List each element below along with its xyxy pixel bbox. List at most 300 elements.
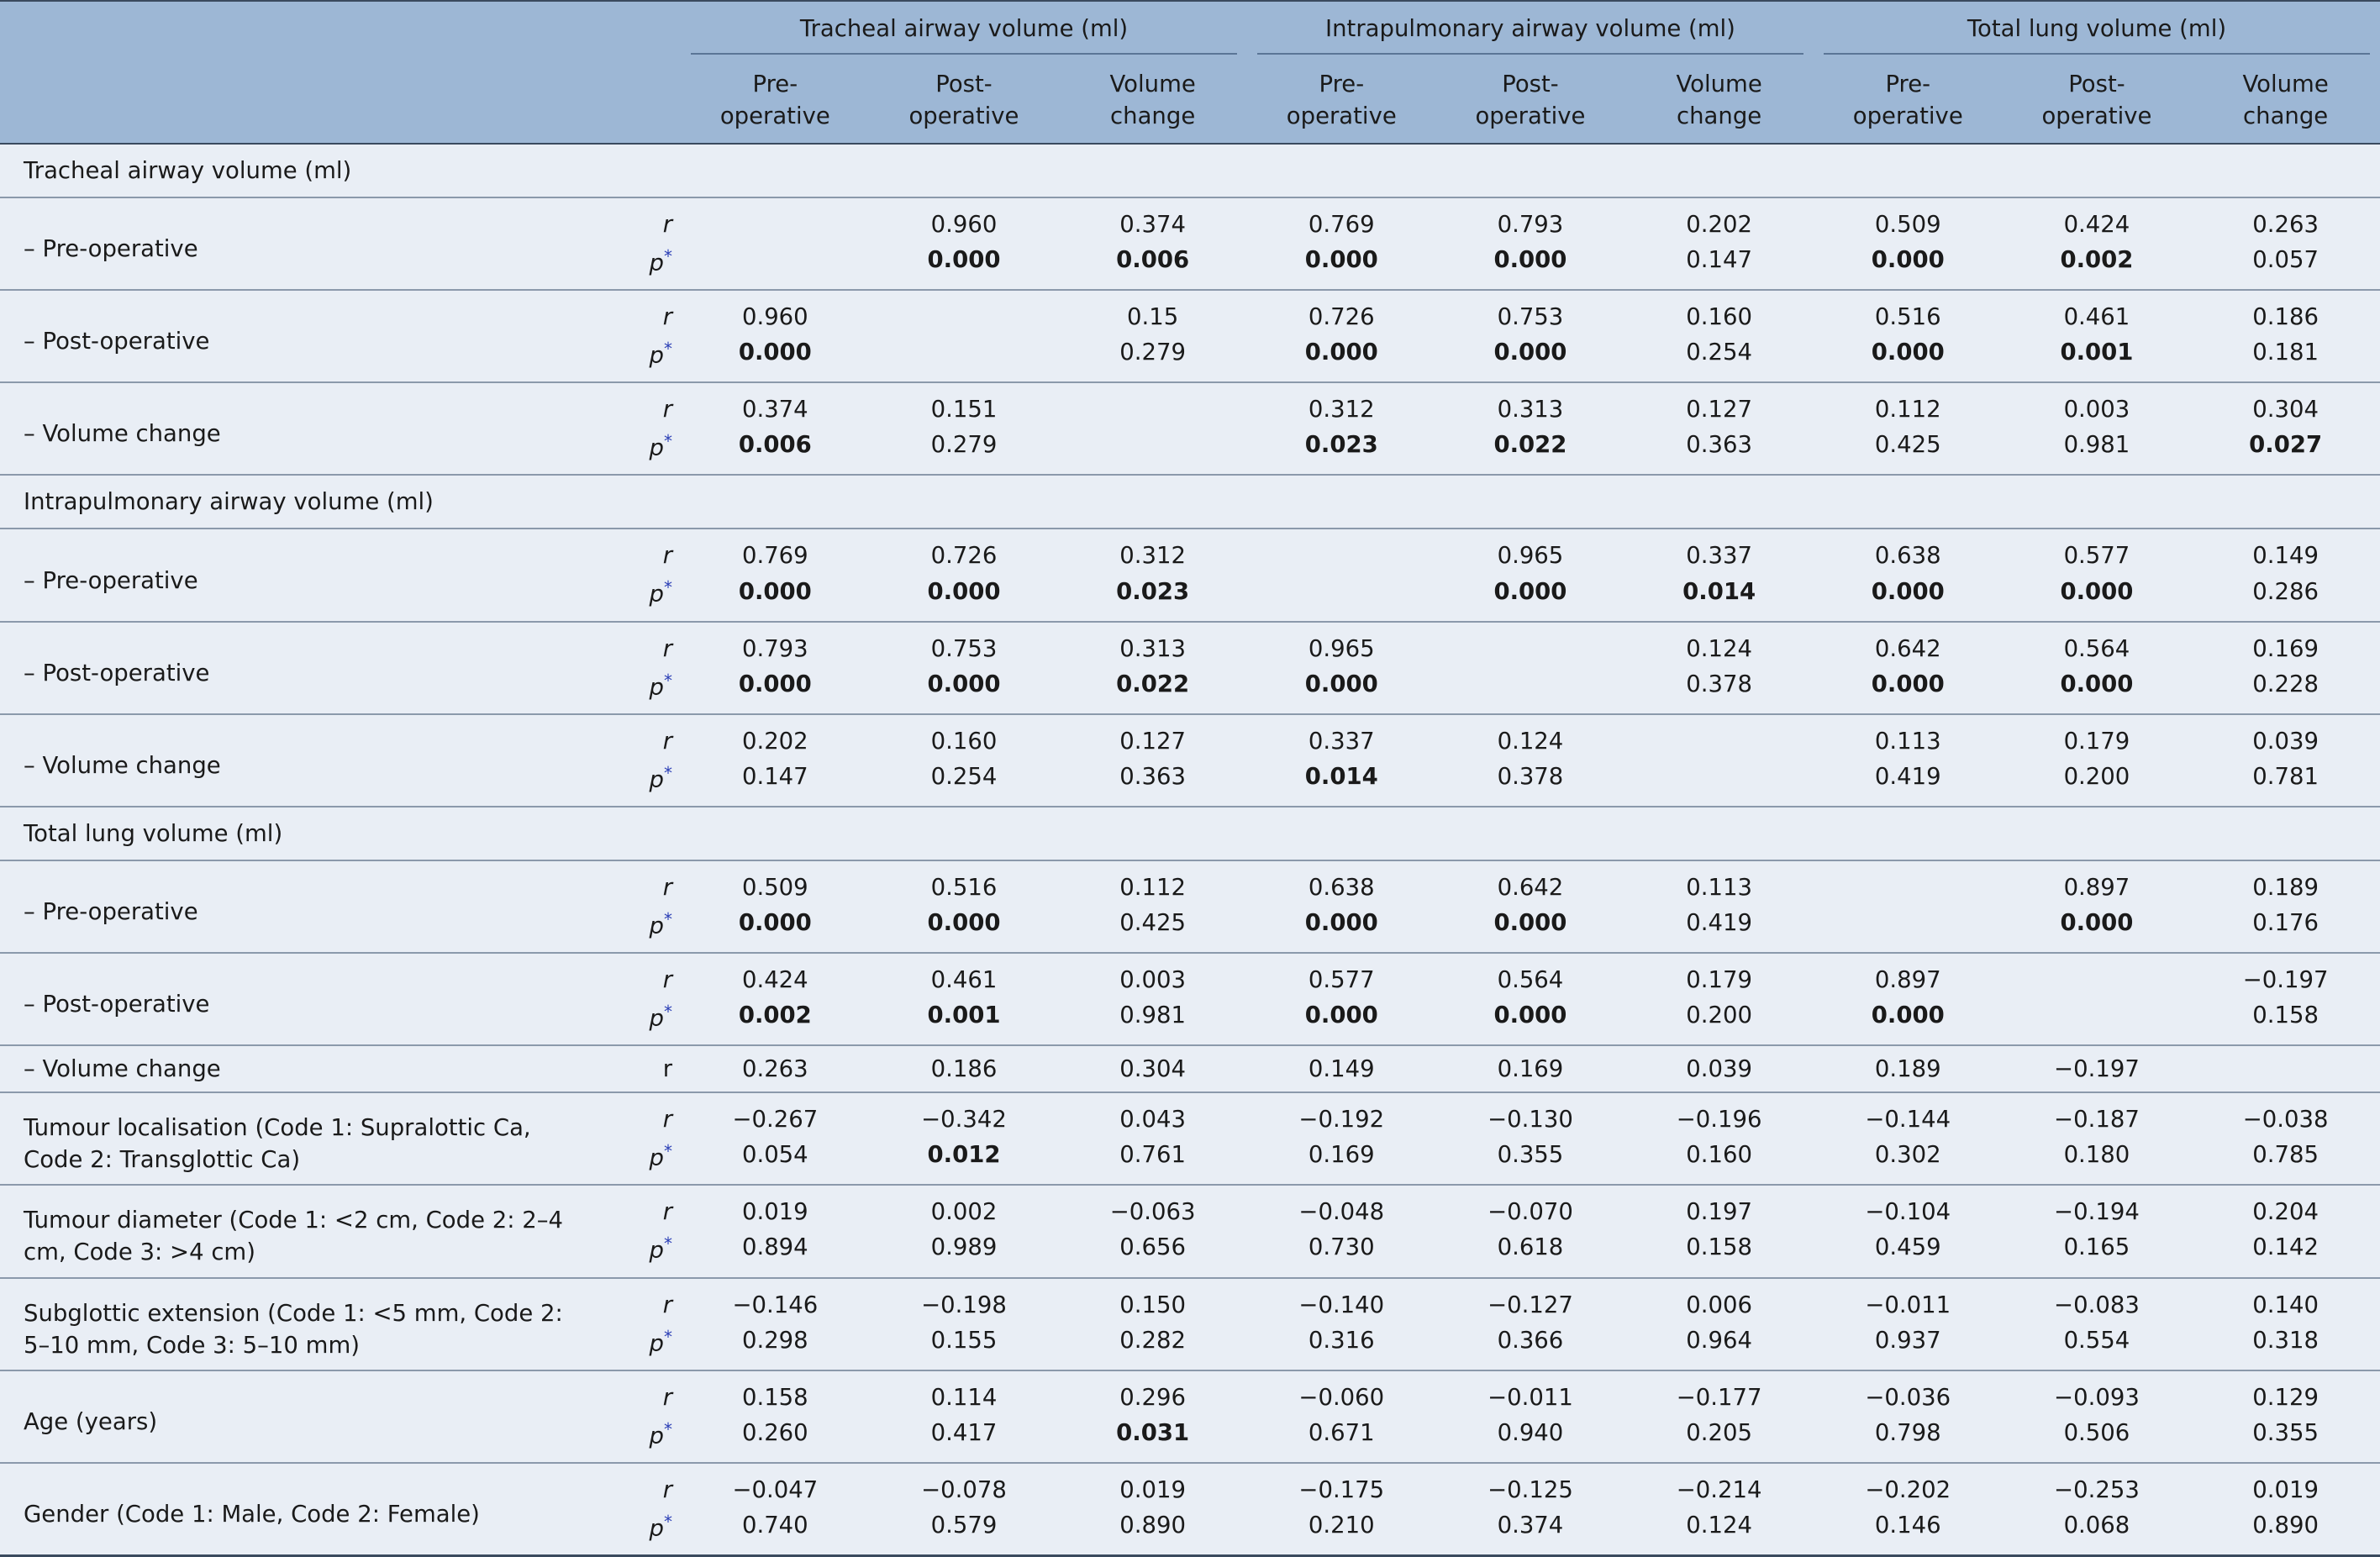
p-value: 0.894 bbox=[681, 1228, 870, 1277]
stat-r: r bbox=[662, 1383, 672, 1411]
p-value: 0.618 bbox=[1436, 1228, 1625, 1277]
p-value: 0.000 bbox=[681, 903, 870, 953]
p-value: 0.155 bbox=[870, 1321, 1059, 1370]
p-value: 0.671 bbox=[1247, 1413, 1436, 1463]
stat-r: r bbox=[662, 1475, 672, 1503]
r-value: 0.424 bbox=[2063, 211, 2130, 238]
p-value: 0.169 bbox=[1247, 1135, 1436, 1185]
r-value bbox=[1624, 714, 1814, 757]
r-value: 0.304 bbox=[2252, 396, 2319, 423]
p-value: 0.165 bbox=[2003, 1228, 2192, 1277]
p-value: 0.054 bbox=[681, 1135, 870, 1185]
stat-p: p* bbox=[588, 240, 681, 290]
row-label: – Volume change bbox=[0, 382, 588, 475]
r-value: 0.202 bbox=[1686, 211, 1752, 238]
p-value: 0.000 bbox=[2003, 571, 2192, 621]
p-value: 0.124 bbox=[1624, 1506, 1814, 1556]
r-value: −0.196 bbox=[1676, 1106, 1762, 1134]
r-value: 0.150 bbox=[1119, 1291, 1186, 1318]
r-value: 0.461 bbox=[930, 966, 998, 994]
r-value: 0.202 bbox=[741, 727, 808, 755]
r-value: 0.638 bbox=[1308, 873, 1375, 901]
p-value: 0.000 bbox=[870, 240, 1059, 290]
stat-label: r bbox=[588, 1045, 681, 1092]
r-value: −0.198 bbox=[921, 1291, 1007, 1318]
r-value: 0.509 bbox=[741, 873, 808, 901]
p-value: 0.374 bbox=[1436, 1506, 1625, 1556]
table-header bbox=[0, 1, 2380, 144]
p-value: 0.002 bbox=[681, 996, 870, 1045]
p-value: 0.146 bbox=[1814, 1506, 2003, 1556]
stat-p: p* bbox=[588, 425, 681, 475]
value-cell: −0.197 bbox=[2003, 1045, 2192, 1092]
p-value: 0.228 bbox=[2191, 665, 2380, 714]
p-value: 0.355 bbox=[1436, 1135, 1625, 1185]
r-value: −0.011 bbox=[1488, 1383, 1573, 1411]
stat-p: p* bbox=[588, 903, 681, 953]
r-value: 0.769 bbox=[741, 542, 808, 570]
r-value: −0.194 bbox=[2054, 1198, 2140, 1226]
r-value: 0.151 bbox=[930, 396, 998, 423]
p-value: 0.176 bbox=[2191, 903, 2380, 953]
r-value: −0.140 bbox=[1298, 1291, 1385, 1318]
table-row-r bbox=[0, 1463, 2380, 1506]
r-value: 0.197 bbox=[1686, 1198, 1752, 1226]
p-value: 0.000 bbox=[1247, 665, 1436, 714]
subheader-cell: Volume change bbox=[2191, 57, 2380, 144]
p-value: 0.000 bbox=[2003, 903, 2192, 953]
subheader-cell: Pre- operative bbox=[1814, 57, 2003, 144]
p-value: 0.000 bbox=[1814, 571, 2003, 621]
row-label: – Post-operative bbox=[0, 953, 588, 1045]
r-value: −0.011 bbox=[1865, 1291, 1951, 1318]
stat-p: p* bbox=[588, 1228, 681, 1277]
p-value: 0.656 bbox=[1058, 1228, 1247, 1277]
r-value: 0.124 bbox=[1497, 727, 1564, 755]
stat-r: r bbox=[662, 211, 672, 238]
p-value: 0.000 bbox=[1814, 996, 2003, 1045]
r-value: 0.424 bbox=[741, 966, 808, 994]
r-value: 0.960 bbox=[741, 303, 808, 331]
p-value: 0.419 bbox=[1624, 903, 1814, 953]
r-value: 0.149 bbox=[2252, 542, 2319, 570]
r-value: 0.312 bbox=[1119, 542, 1186, 570]
p-value: 0.147 bbox=[681, 757, 870, 807]
r-value: −0.177 bbox=[1676, 1383, 1762, 1411]
p-value: 0.022 bbox=[1058, 665, 1247, 714]
p-value: 0.200 bbox=[2003, 757, 2192, 807]
r-value: 0.158 bbox=[741, 1383, 808, 1411]
p-value: 0.006 bbox=[1058, 240, 1247, 290]
r-value bbox=[2003, 953, 2192, 996]
r-value: 0.312 bbox=[1308, 396, 1375, 423]
r-value: 0.043 bbox=[1119, 1106, 1186, 1134]
p-value: 0.316 bbox=[1247, 1321, 1436, 1370]
r-value: 0.313 bbox=[1119, 634, 1186, 662]
p-value: 0.001 bbox=[2003, 333, 2192, 382]
r-value: −0.070 bbox=[1488, 1198, 1573, 1226]
r-value bbox=[1247, 529, 1436, 571]
r-value: 0.124 bbox=[1686, 634, 1752, 662]
p-value: 0.000 bbox=[681, 665, 870, 714]
p-value: 0.318 bbox=[2191, 1321, 2380, 1370]
subheader-cell: Pre- operative bbox=[1247, 57, 1436, 144]
r-value: 0.039 bbox=[2252, 727, 2319, 755]
p-value: 0.210 bbox=[1247, 1506, 1436, 1556]
stat-r: r bbox=[662, 303, 672, 331]
row-label: Subglottic extension (Code 1: <5 mm, Code 2: 5–10 mm, Code 3: 5–10 mm) bbox=[0, 1278, 588, 1370]
r-value: 0.003 bbox=[1119, 966, 1186, 994]
stat-r: r bbox=[662, 1106, 672, 1134]
r-value: 0.006 bbox=[1686, 1291, 1752, 1318]
p-value: 0.000 bbox=[1247, 903, 1436, 953]
p-value: 0.200 bbox=[1624, 996, 1814, 1045]
r-value: 0.169 bbox=[2252, 634, 2319, 662]
table-row-r bbox=[0, 1092, 2380, 1135]
value-cell: 0.169 bbox=[1436, 1045, 1625, 1092]
p-value bbox=[681, 240, 870, 290]
r-value: 0.793 bbox=[1497, 211, 1564, 238]
table-row-r bbox=[0, 1278, 2380, 1321]
value-cell: 0.186 bbox=[870, 1045, 1059, 1092]
r-value: 0.965 bbox=[1497, 542, 1564, 570]
r-value: 0.129 bbox=[2252, 1383, 2319, 1411]
value-cell: 0.189 bbox=[1814, 1045, 2003, 1092]
stat-r: r bbox=[662, 727, 672, 755]
p-value: 0.260 bbox=[681, 1413, 870, 1463]
p-value: 0.012 bbox=[870, 1135, 1059, 1185]
p-value: 0.417 bbox=[870, 1413, 1059, 1463]
r-value: −0.036 bbox=[1865, 1383, 1951, 1411]
r-value: −0.187 bbox=[2054, 1106, 2140, 1134]
p-value: 0.068 bbox=[2003, 1506, 2192, 1556]
p-value: 0.158 bbox=[2191, 996, 2380, 1045]
group-header-intrapulmonary: Intrapulmonary airway volume (ml) bbox=[1247, 1, 1814, 57]
p-value: 0.964 bbox=[1624, 1321, 1814, 1370]
r-value: −0.047 bbox=[732, 1475, 819, 1503]
p-value: 0.286 bbox=[2191, 571, 2380, 621]
r-value: −0.214 bbox=[1676, 1475, 1762, 1503]
p-value: 0.254 bbox=[1624, 333, 1814, 382]
p-value: 0.579 bbox=[870, 1506, 1059, 1556]
p-value: 0.459 bbox=[1814, 1228, 2003, 1277]
header-corner-lower bbox=[0, 57, 681, 144]
p-value: 0.000 bbox=[1247, 333, 1436, 382]
p-value: 0.006 bbox=[681, 425, 870, 475]
r-value bbox=[1058, 382, 1247, 425]
stat-r: r bbox=[662, 1291, 672, 1318]
table-row-r bbox=[0, 290, 2380, 333]
p-value: 0.785 bbox=[2191, 1135, 2380, 1185]
r-value: 0.113 bbox=[1874, 727, 1941, 755]
r-value: 0.516 bbox=[1874, 303, 1941, 331]
row-label: – Pre-operative bbox=[0, 529, 588, 621]
r-value: 0.113 bbox=[1686, 873, 1752, 901]
r-value: 0.577 bbox=[1308, 966, 1375, 994]
r-value: −0.060 bbox=[1298, 1383, 1385, 1411]
p-value: 0.425 bbox=[1814, 425, 2003, 475]
p-value: 0.180 bbox=[2003, 1135, 2192, 1185]
subheader-cell: Volume change bbox=[1058, 57, 1247, 144]
stat-p: p* bbox=[588, 1506, 681, 1556]
stat-r: r bbox=[662, 1198, 672, 1226]
r-value: −0.093 bbox=[2054, 1383, 2140, 1411]
p-value: 0.378 bbox=[1436, 757, 1625, 807]
table-row-r bbox=[0, 1370, 2380, 1413]
stat-p: p* bbox=[588, 1321, 681, 1370]
table-body bbox=[0, 144, 2380, 1556]
stat-p: p* bbox=[588, 1135, 681, 1185]
r-value: 0.516 bbox=[930, 873, 998, 901]
p-value: 0.740 bbox=[681, 1506, 870, 1556]
r-value: 0.204 bbox=[2252, 1198, 2319, 1226]
p-value bbox=[1814, 903, 2003, 953]
row-label: – Post-operative bbox=[0, 290, 588, 382]
row-label: Tumour localisation (Code 1: Supralottic Ca, Code 2: Transglottic Ca) bbox=[0, 1092, 588, 1185]
p-value bbox=[1247, 571, 1436, 621]
r-value: 0.965 bbox=[1308, 634, 1375, 662]
p-value: 0.002 bbox=[2003, 240, 2192, 290]
section-heading: Intrapulmonary airway volume (ml) bbox=[0, 475, 2380, 529]
section-heading: Tracheal airway volume (ml) bbox=[0, 144, 2380, 197]
p-value: 0.366 bbox=[1436, 1321, 1625, 1370]
r-value: −0.063 bbox=[1109, 1198, 1196, 1226]
p-value: 0.000 bbox=[1814, 240, 2003, 290]
p-value: 0.000 bbox=[870, 571, 1059, 621]
r-value: −0.267 bbox=[732, 1106, 819, 1134]
r-value: 0.189 bbox=[2252, 873, 2319, 901]
r-value: −0.038 bbox=[2242, 1106, 2329, 1134]
r-value: 0.127 bbox=[1119, 727, 1186, 755]
r-value: 0.002 bbox=[930, 1198, 998, 1226]
r-value: −0.192 bbox=[1298, 1106, 1385, 1134]
table-row-r bbox=[0, 953, 2380, 996]
p-value: 0.000 bbox=[1814, 333, 2003, 382]
stat-r: r bbox=[662, 542, 672, 570]
r-value: 0.019 bbox=[741, 1198, 808, 1226]
table-row bbox=[0, 1045, 2380, 1092]
r-value: 0.793 bbox=[741, 634, 808, 662]
r-value: 0.019 bbox=[2252, 1475, 2319, 1503]
value-cell: 0.304 bbox=[1058, 1045, 1247, 1092]
subheader-cell: Post- operative bbox=[1436, 57, 1625, 144]
r-value: 0.337 bbox=[1686, 542, 1752, 570]
p-value: 0.937 bbox=[1814, 1321, 2003, 1370]
p-value: 0.363 bbox=[1624, 425, 1814, 475]
r-value: 0.642 bbox=[1874, 634, 1941, 662]
p-value: 0.023 bbox=[1058, 571, 1247, 621]
p-value: 0.000 bbox=[1436, 571, 1625, 621]
r-value: 0.112 bbox=[1119, 873, 1186, 901]
p-value: 0.989 bbox=[870, 1228, 1059, 1277]
p-value: 0.781 bbox=[2191, 757, 2380, 807]
p-value bbox=[1624, 757, 1814, 807]
p-value: 0.027 bbox=[2191, 425, 2380, 475]
table-row-r bbox=[0, 382, 2380, 425]
p-value: 0.378 bbox=[1624, 665, 1814, 714]
r-value: 0.564 bbox=[2063, 634, 2130, 662]
p-value: 0.000 bbox=[1436, 903, 1625, 953]
subheader-cell: Post- operative bbox=[2003, 57, 2192, 144]
r-value: 0.114 bbox=[930, 1383, 998, 1411]
value-cell bbox=[2191, 1045, 2380, 1092]
r-value: 0.753 bbox=[1497, 303, 1564, 331]
r-value: 0.179 bbox=[1686, 966, 1752, 994]
r-value: −0.048 bbox=[1298, 1198, 1385, 1226]
value-cell: 0.149 bbox=[1247, 1045, 1436, 1092]
p-value: 0.158 bbox=[1624, 1228, 1814, 1277]
row-label: – Volume change bbox=[0, 714, 588, 807]
r-value: 0.186 bbox=[2252, 303, 2319, 331]
r-value bbox=[1436, 622, 1625, 665]
r-value: −0.144 bbox=[1865, 1106, 1951, 1134]
p-value: 0.798 bbox=[1814, 1413, 2003, 1463]
group-header-tracheal: Tracheal airway volume (ml) bbox=[681, 1, 1247, 57]
r-value: 0.112 bbox=[1874, 396, 1941, 423]
r-value: 0.726 bbox=[1308, 303, 1375, 331]
table-row-r bbox=[0, 197, 2380, 240]
r-value: 0.897 bbox=[1874, 966, 1941, 994]
p-value: 0.298 bbox=[681, 1321, 870, 1370]
p-value: 0.205 bbox=[1624, 1413, 1814, 1463]
p-value: 0.940 bbox=[1436, 1413, 1625, 1463]
r-value: 0.726 bbox=[930, 542, 998, 570]
p-value: 0.981 bbox=[1058, 996, 1247, 1045]
p-value: 0.000 bbox=[1814, 665, 2003, 714]
p-value: 0.302 bbox=[1814, 1135, 2003, 1185]
r-value: 0.140 bbox=[2252, 1291, 2319, 1318]
stat-p: p* bbox=[588, 665, 681, 714]
r-value: −0.175 bbox=[1298, 1475, 1385, 1503]
p-value: 0.001 bbox=[870, 996, 1059, 1045]
stat-p: p* bbox=[588, 996, 681, 1045]
p-value: 0.000 bbox=[681, 571, 870, 621]
p-value: 0.000 bbox=[870, 903, 1059, 953]
p-value: 0.355 bbox=[2191, 1413, 2380, 1463]
r-value: 0.127 bbox=[1686, 396, 1752, 423]
p-value: 0.000 bbox=[2003, 665, 2192, 714]
p-value: 0.181 bbox=[2191, 333, 2380, 382]
p-value: 0.425 bbox=[1058, 903, 1247, 953]
r-value: −0.130 bbox=[1488, 1106, 1573, 1134]
r-value bbox=[870, 290, 1059, 333]
section-heading: Total lung volume (ml) bbox=[0, 807, 2380, 860]
r-value: 0.564 bbox=[1497, 966, 1564, 994]
table-row-r bbox=[0, 860, 2380, 903]
row-label: – Pre-operative bbox=[0, 860, 588, 953]
stat-p: p* bbox=[588, 333, 681, 382]
table-row-r bbox=[0, 1185, 2380, 1228]
stat-p: p* bbox=[588, 571, 681, 621]
p-value: 0.147 bbox=[1624, 240, 1814, 290]
p-value bbox=[870, 333, 1059, 382]
r-value: 0.313 bbox=[1497, 396, 1564, 423]
stat-r: r bbox=[662, 396, 672, 423]
value-cell: 0.263 bbox=[681, 1045, 870, 1092]
table-row-r bbox=[0, 622, 2380, 665]
r-value: 0.960 bbox=[930, 211, 998, 238]
row-label: Age (years) bbox=[0, 1370, 588, 1463]
section-row bbox=[0, 475, 2380, 529]
p-value bbox=[1436, 665, 1625, 714]
r-value: 0.337 bbox=[1308, 727, 1375, 755]
row-label: – Pre-operative bbox=[0, 197, 588, 290]
stat-p: p* bbox=[588, 1413, 681, 1463]
row-label: – Volume change bbox=[0, 1045, 588, 1092]
r-value: 0.296 bbox=[1119, 1383, 1186, 1411]
r-value: −0.127 bbox=[1488, 1291, 1573, 1318]
r-value: 0.509 bbox=[1874, 211, 1941, 238]
r-value: 0.642 bbox=[1497, 873, 1564, 901]
row-label: – Post-operative bbox=[0, 622, 588, 714]
table-row-r bbox=[0, 529, 2380, 571]
r-value bbox=[1814, 860, 2003, 903]
subheader-cell: Pre- operative bbox=[681, 57, 870, 144]
p-value: 0.000 bbox=[1436, 240, 1625, 290]
r-value: −0.202 bbox=[1865, 1475, 1951, 1503]
p-value: 0.981 bbox=[2003, 425, 2192, 475]
p-value: 0.000 bbox=[1247, 240, 1436, 290]
p-value bbox=[1058, 425, 1247, 475]
p-value: 0.282 bbox=[1058, 1321, 1247, 1370]
p-value: 0.160 bbox=[1624, 1135, 1814, 1185]
r-value: 0.179 bbox=[2063, 727, 2130, 755]
row-label: Gender (Code 1: Male, Code 2: Female) bbox=[0, 1463, 588, 1556]
table-row-r bbox=[0, 714, 2380, 757]
p-value: 0.142 bbox=[2191, 1228, 2380, 1277]
r-value: 0.003 bbox=[2063, 396, 2130, 423]
subheader-cell: Volume change bbox=[1624, 57, 1814, 144]
stat-r: r bbox=[662, 873, 672, 901]
p-value: 0.419 bbox=[1814, 757, 2003, 807]
r-value: 0.769 bbox=[1308, 211, 1375, 238]
p-value: 0.254 bbox=[870, 757, 1059, 807]
p-value: 0.279 bbox=[1058, 333, 1247, 382]
p-value: 0.031 bbox=[1058, 1413, 1247, 1463]
r-value: 0.461 bbox=[2063, 303, 2130, 331]
group-header-total-lung: Total lung volume (ml) bbox=[1814, 1, 2380, 57]
r-value: 0.160 bbox=[930, 727, 998, 755]
p-value: 0.023 bbox=[1247, 425, 1436, 475]
r-value: 0.577 bbox=[2063, 542, 2130, 570]
p-value: 0.890 bbox=[1058, 1506, 1247, 1556]
p-value: 0.057 bbox=[2191, 240, 2380, 290]
section-row bbox=[0, 144, 2380, 197]
subheader-cell: Post- operative bbox=[870, 57, 1059, 144]
r-value: −0.253 bbox=[2054, 1475, 2140, 1503]
header-corner bbox=[0, 1, 681, 57]
r-value bbox=[681, 197, 870, 240]
r-value: 0.374 bbox=[1119, 211, 1186, 238]
stat-r: r bbox=[662, 966, 672, 994]
r-value: 0.897 bbox=[2063, 873, 2130, 901]
p-value: 0.014 bbox=[1624, 571, 1814, 621]
r-value: −0.125 bbox=[1488, 1475, 1573, 1503]
stat-p: p* bbox=[588, 757, 681, 807]
r-value: −0.146 bbox=[732, 1291, 819, 1318]
p-value: 0.014 bbox=[1247, 757, 1436, 807]
p-value bbox=[2003, 996, 2192, 1045]
p-value: 0.761 bbox=[1058, 1135, 1247, 1185]
p-value: 0.279 bbox=[870, 425, 1059, 475]
p-value: 0.000 bbox=[681, 333, 870, 382]
r-value: −0.197 bbox=[2242, 966, 2329, 994]
p-value: 0.000 bbox=[870, 665, 1059, 714]
r-value: −0.104 bbox=[1865, 1198, 1951, 1226]
r-value: −0.342 bbox=[921, 1106, 1007, 1134]
p-value: 0.363 bbox=[1058, 757, 1247, 807]
p-value: 0.730 bbox=[1247, 1228, 1436, 1277]
